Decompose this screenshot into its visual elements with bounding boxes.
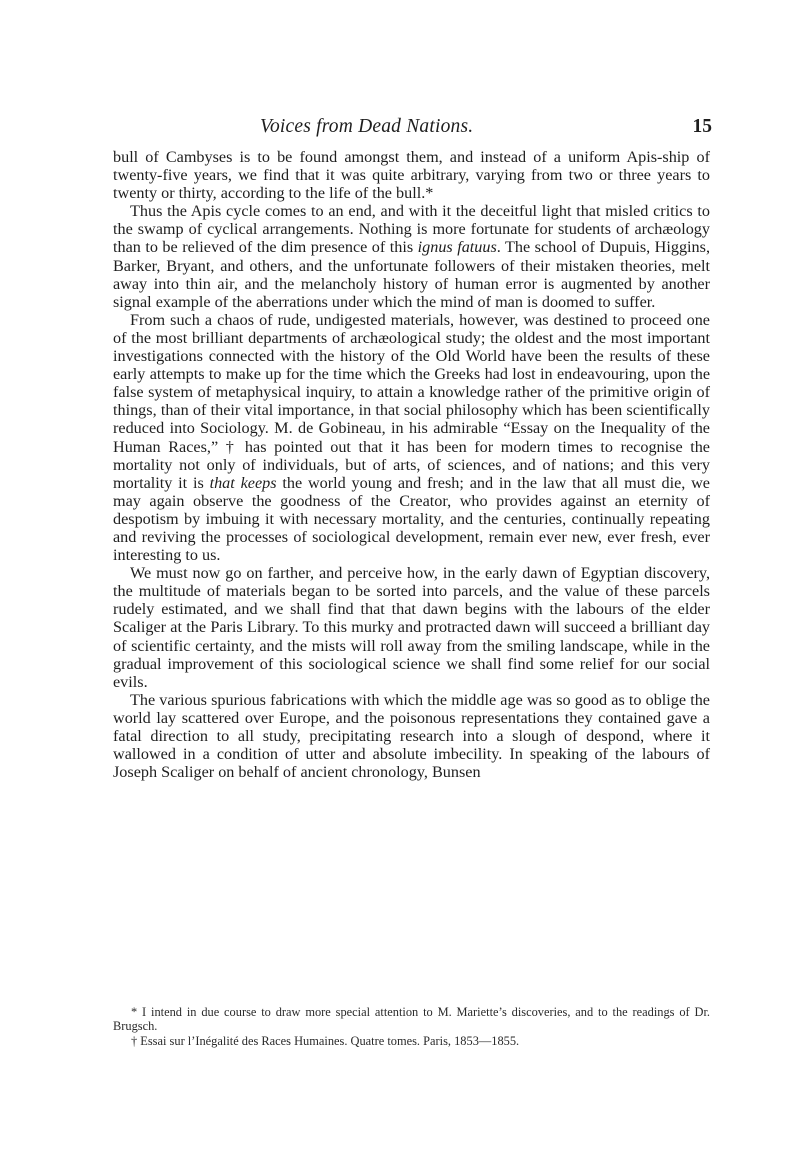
body-text (113, 148, 710, 781)
running-title: Voices from Dead Nations. (260, 116, 474, 137)
paragraph-1: bull of Cambyses is to be found amongst them, and instead of a uniform Apis-ship of twenty-five years, we find that it was quite arbitrary, varying from two or three years to twenty or thirty, according to the life of the bull.* (113, 148, 710, 203)
paragraph-3: From such a chaos of rude, undigested materials, however, was destined to proceed one of the most brilliant departments of archæological study; the oldest and the most important investigations connected with the history of the Old World have been the results of these early attempts to make up for the time which the Greeks had lost in endeavouring, upon the false system of metaphysical inquiry, to attain a knowledge rather of the primitive origin of things, than of their vital importance, in that social philosophy which has been scientifically reduced into Sociology. M. de Gobineau, in his admirable “Essay on the Inequality of the Human Races,” † has pointed out that it has been for modern times to recognise the mortality not only of individuals, but of arts, of sciences, and of nations; and this very mortality it is that keeps the world young and fresh; and in the law that all must die, we may again observe the goodness of the Creator, who provides against an eternity of despotism by imbuing it with necessary mortality, and the centuries, continually repeating and reviving the processes of sociological development, remain ever new, ever fresh, ever interesting to us. (113, 310, 710, 565)
paragraph-4: We must now go on farther, and perceive how, in the early dawn of Egyptian discovery, the multitude of materials began to be sorted into parcels, and the value of these parcels rudely estimated, and we shall find that that dawn begins with the labours of the elder Scaliger at the Paris Library. To this murky and protracted dawn will succeed a brilliant day of scientific certainty, and the mists will roll away from the smiling landscape, while in the gradual improvement of this sociological science we shall find some relief for our social evils. (113, 564, 710, 691)
footnote-2: † Essai sur l’Inégalité des Races Humaines. Quatre tomes. Paris, 1853—1855. (131, 1033, 520, 1048)
footnotes (113, 1005, 710, 1048)
page-number: 15 (692, 116, 712, 137)
paragraph-2: Thus the Apis cycle comes to an end, and with it the deceitful light that misled critics to the swamp of cyclical arrangements. Nothing is more fortunate for students of archæology than to be relieved of the dim presence of this ignus fatuus. The school of Dupuis, Higgins, Barker, Bryant, and others, and the unfortunate followers of their mistaken theories, melt away into thin air, and the melancholy history of human error is augmented by another signal example of the aberrations under which the mind of man is doomed to suffer. (113, 202, 710, 311)
page-header (112, 116, 712, 146)
paragraph-5: The various spurious fabrications with which the middle age was so good as to oblige the world lay scattered over Europe, and the poisonous representations they contained gave a fatal direction to all study, precipitating research into a slough of despond, where it wallowed in a condition of utter and absolute imbecility. In speaking of the labours of Joseph Scaliger on behalf of ancient chronology, Bunsen (113, 690, 710, 782)
footnote-1: * I intend in due course to draw more special attention to M. Mariette’s discoveries, and to the readings of Dr. Brugsch. (113, 1005, 710, 1034)
